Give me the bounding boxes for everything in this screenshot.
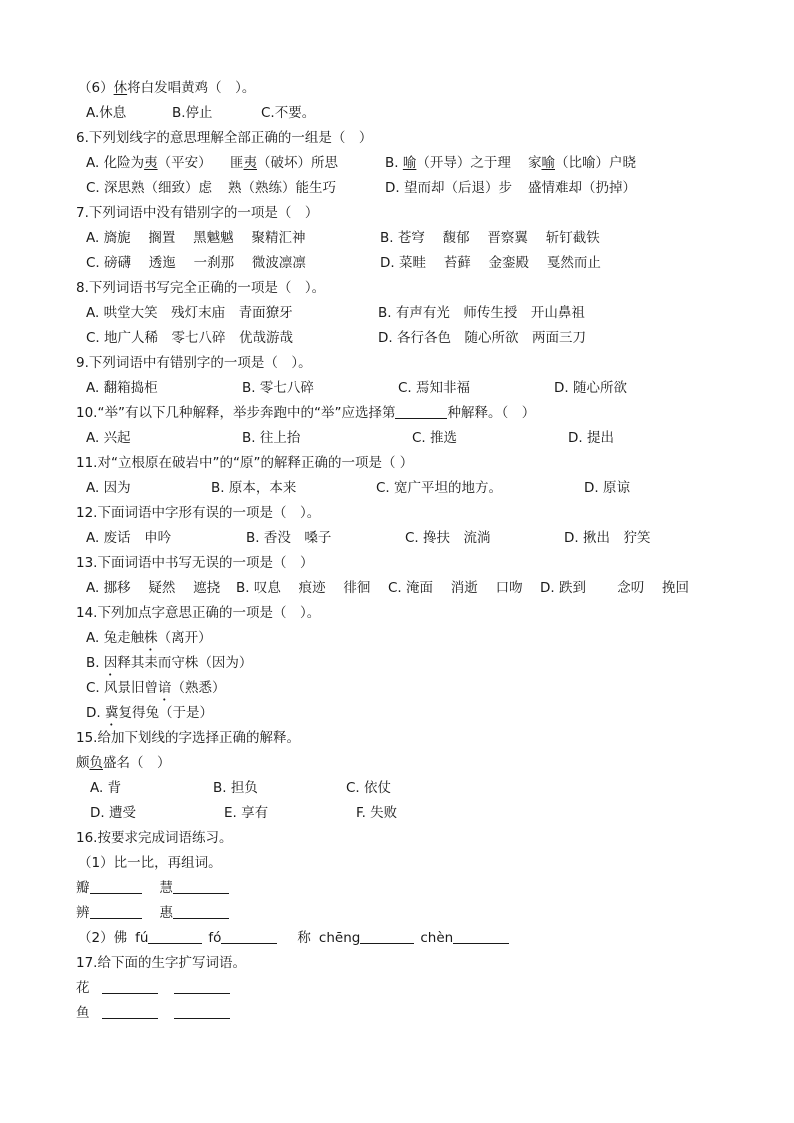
q9-option-a: A. 翻箱捣柜 xyxy=(86,380,158,396)
q14-option-b: B. 因释其耒而守株（因为） xyxy=(86,655,253,671)
q10-option-a: A. 兴起 xyxy=(86,430,131,446)
q6-option-b2: 家喻（比喻）户晓 xyxy=(528,155,636,171)
q7-option-b: B. 苍穹 馥郁 晋察翼 斩钉截铁 xyxy=(380,230,600,246)
q9-stem: 9.下列词语中有错别字的一项是（ ）。 xyxy=(76,355,312,371)
q15-option-e: E. 享有 xyxy=(224,805,269,821)
q15-word: 颇负盛名（ ） xyxy=(76,755,171,771)
answer-blank[interactable] xyxy=(90,879,142,894)
q13-option-a: A. 挪移 疑然 遮挠 xyxy=(86,580,221,596)
q11-option-d: D. 原谅 xyxy=(584,480,630,496)
q11-stem: 11.对“立根原在破岩中”的“原”的解释正确的一项是（ ） xyxy=(76,455,414,471)
q12-option-a: A. 废话 申吟 xyxy=(86,530,172,546)
q14-stem: 14.下列加点字意思正确的一项是（ ）。 xyxy=(76,605,321,621)
q6-sub-option-a: A.休息 xyxy=(86,105,127,121)
answer-blank[interactable] xyxy=(174,979,230,994)
q14-option-a: A. 兔走触株（离开） xyxy=(86,630,212,646)
answer-blank[interactable] xyxy=(173,879,229,894)
q10-blank[interactable] xyxy=(395,404,447,419)
q17-row2: 鱼 xyxy=(76,1004,230,1022)
q6-stem: 6.下列划线字的意思理解全部正确的一组是（ ） xyxy=(76,130,373,146)
q6-option-a1: A. 化险为夷（平安） xyxy=(86,155,212,171)
q16-char-row2: 辨 惠 xyxy=(76,904,229,922)
q13-option-d: D. 跌到 念叨 挽回 xyxy=(540,580,690,596)
q6-option-a2: 匪夷（破坏）所思 xyxy=(230,155,338,171)
q17-row1: 花 xyxy=(76,979,230,997)
q9-option-b: B. 零七八碎 xyxy=(242,380,314,396)
q10-stem: 10.“举”有以下几种解释，举步奔跑中的“举”应选择第 种解释。（ ） xyxy=(76,405,536,421)
q6-option-c2: 熟（熟练）能生巧 xyxy=(228,180,336,196)
answer-blank[interactable] xyxy=(221,929,277,944)
q7-stem: 7.下列词语中没有错别字的一项是（ ） xyxy=(76,205,319,221)
q6-option-b1: B. 喻（开导）之于理 xyxy=(385,155,511,171)
answer-blank[interactable] xyxy=(148,929,202,944)
q6-option-c1: C. 深思熟（细致）虑 xyxy=(86,180,213,196)
answer-blank[interactable] xyxy=(173,904,229,919)
q12-option-b: B. 香没 嗓子 xyxy=(246,530,332,546)
q13-option-c: C. 淹面 消逝 口吻 xyxy=(388,580,523,596)
q11-option-c: C. 宽广平坦的地方。 xyxy=(376,480,503,496)
answer-blank[interactable] xyxy=(174,1004,230,1019)
q6-option-d2: 盛情难却（扔掉） xyxy=(528,180,636,196)
q16-stem: 16.按要求完成词语练习。 xyxy=(76,830,233,846)
q8-option-a: A. 哄堂大笑 残灯末庙 青面獠牙 xyxy=(86,305,293,321)
q6-sub-option-b: B.停止 xyxy=(172,105,213,121)
q10-option-b: B. 往上抬 xyxy=(242,430,301,446)
q10-option-d: D. 提出 xyxy=(568,430,614,446)
q7-option-c: C. 磅礴 透迤 一刹那 微波凛凛 xyxy=(86,255,306,271)
q11-option-b: B. 原本，本来 xyxy=(211,480,297,496)
q8-option-b: B. 有声有光 师传生授 开山鼻祖 xyxy=(378,305,585,321)
q15-option-c: C. 依仗 xyxy=(346,780,392,796)
q16-part1-stem: （1）比一比，再组词。 xyxy=(78,855,222,871)
q12-stem: 12.下面词语中字形有误的一项是（ ）。 xyxy=(76,505,321,521)
q15-option-b: B. 担负 xyxy=(213,780,258,796)
q9-option-d: D. 随心所欲 xyxy=(554,380,627,396)
q10-option-c: C. 推选 xyxy=(412,430,458,446)
q15-option-d: D. 遭受 xyxy=(90,805,136,821)
q13-stem: 13.下面词语中书写无误的一项是（ ） xyxy=(76,555,314,571)
q7-option-d: D. 菜畦 苔藓 金銮殿 戛然而止 xyxy=(380,255,601,271)
answer-blank[interactable] xyxy=(102,1004,158,1019)
q8-option-c: C. 地广人稀 零七八碎 优哉游哉 xyxy=(86,330,294,346)
q15-option-a: A. 背 xyxy=(90,780,122,796)
q14-option-d: D. 冀复得兔（于是） xyxy=(86,705,213,721)
q12-option-c: C. 搀扶 流淌 xyxy=(405,530,491,546)
answer-blank[interactable] xyxy=(453,929,509,944)
answer-blank[interactable] xyxy=(102,979,158,994)
q11-option-a: A. 因为 xyxy=(86,480,131,496)
q6-sub-option-c: C.不要。 xyxy=(261,105,316,121)
q14-option-c: C. 风景旧曾谙（熟悉） xyxy=(86,680,226,696)
q6-sub-stem: （6）休将白发唱黄鸡（ ）。 xyxy=(78,80,256,96)
q15-option-f: F. 失败 xyxy=(356,805,398,821)
q13-option-b: B. 叹息 痕迹 徘徊 xyxy=(236,580,371,596)
q6-option-d1: D. 望而却（后退）步 xyxy=(385,180,512,196)
q15-stem: 15.给加下划线的字选择正确的解释。 xyxy=(76,730,300,746)
q17-stem: 17.给下面的生字扩写词语。 xyxy=(76,955,246,971)
q8-option-d: D. 各行各色 随心所欲 两面三刀 xyxy=(378,330,586,346)
answer-blank[interactable] xyxy=(90,904,142,919)
q9-option-c: C. 焉知非福 xyxy=(398,380,471,396)
q8-stem: 8.下列词语书写完全正确的一项是（ ）。 xyxy=(76,280,326,296)
q12-option-d: D. 揪出 狞笑 xyxy=(564,530,651,546)
q7-option-a: A. 旖旎 搁置 黑魆魆 聚精汇神 xyxy=(86,230,306,246)
q16-char-row1: 瓣 慧 xyxy=(76,879,229,897)
answer-blank[interactable] xyxy=(360,929,414,944)
q16-part2: （2）佛 fú fó 称 chēng chèn xyxy=(78,929,509,947)
